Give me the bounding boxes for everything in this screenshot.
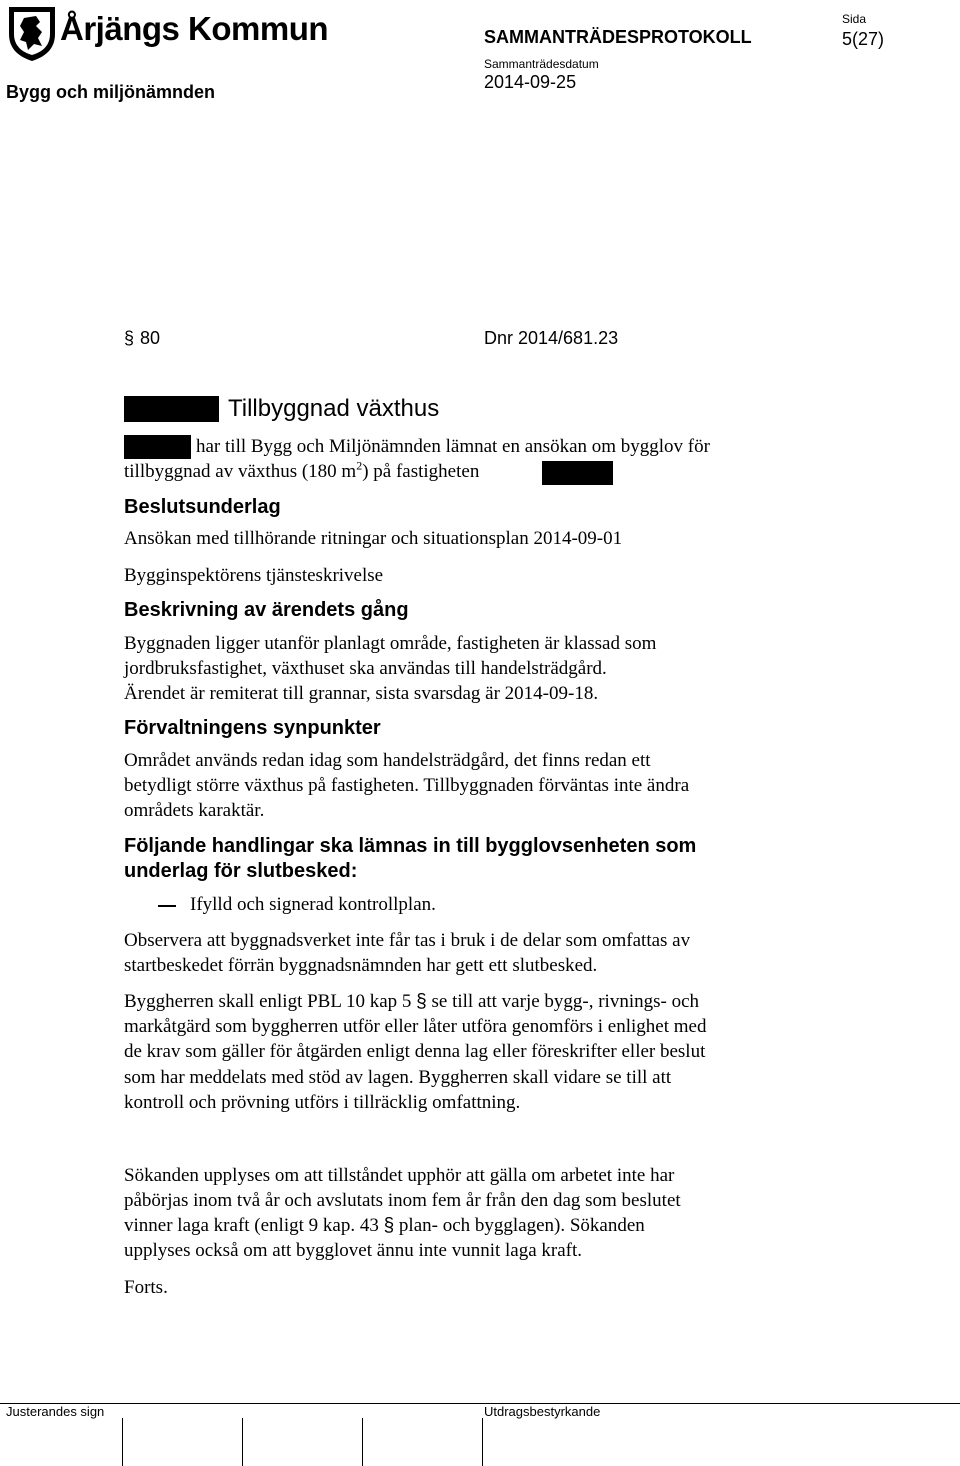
body-line: de krav som gäller för åtgärden enligt denna lag eller föreskrifter eller beslut xyxy=(124,1041,706,1062)
logo-wordmark: Årjängs Kommun xyxy=(60,10,329,47)
superscript: 2 xyxy=(356,458,363,473)
section-heading: Beskrivning av ärendets gång xyxy=(124,599,409,621)
body-line: som har meddelats med stöd av lagen. Byggherren skall vidare se till att xyxy=(124,1067,672,1088)
document-title: SAMMANTRÄDESPROTOKOLL xyxy=(484,27,752,47)
body-text: vinner laga kraft (enligt 9 kap. 43 xyxy=(124,1215,379,1236)
body-line: startbeskedet förrän byggnadsnämnden har gett ett slutbesked. xyxy=(124,955,598,976)
paragraph-sign: § xyxy=(124,328,135,348)
meeting-date-label: Sammanträdesdatum xyxy=(484,57,599,71)
utdragsbestyrkande-label: Utdragsbestyrkande xyxy=(484,1404,601,1419)
redaction-block xyxy=(542,461,613,485)
continued-note: Forts. xyxy=(124,1277,168,1298)
body-line: Ansökan med tillhörande ritningar och situationsplan 2014-09-01 xyxy=(124,528,623,549)
list-dash xyxy=(158,905,176,907)
paragraph-number: 80 xyxy=(140,328,161,348)
signature-box-divider xyxy=(122,1418,123,1466)
case-number: Dnr 2014/681.23 xyxy=(484,328,619,348)
body-line: Ärendet är remiterat till grannar, sista svarsdag är 2014-09-18. xyxy=(124,683,599,704)
page-label: Sida xyxy=(842,12,867,26)
signature-box-divider xyxy=(482,1418,483,1466)
footer-divider xyxy=(0,1403,960,1404)
body-line: Sökanden upplyses om att tillståndet upphör att gälla om arbetet inte har xyxy=(124,1165,675,1186)
intro-text: tillbyggnad av växthus (180 m xyxy=(124,461,357,482)
body-line: påbörjas inom två år och avslutats inom fem år från den dag som beslutet xyxy=(124,1190,681,1211)
body-line: kontroll och prövning utförs i tillräcklig omfattning. xyxy=(124,1092,521,1113)
case-title: Tillbyggnad växthus xyxy=(228,395,440,422)
body-line: Bygginspektörens tjänsteskrivelse xyxy=(124,565,384,586)
justerandes-sign-label: Justerandes sign xyxy=(6,1404,105,1419)
section-heading: Förvaltningens synpunkter xyxy=(124,717,381,739)
intro-line: har till Bygg och Miljönämnden lämnat en ansökan om bygglov för xyxy=(196,436,710,457)
signature-box-divider xyxy=(242,1418,243,1466)
body-text: Byggherren skall enligt PBL 10 kap 5 xyxy=(124,991,412,1012)
paragraph-sign: § xyxy=(416,991,427,1012)
page-number: 5(27) xyxy=(842,29,885,49)
section-heading: underlag för slutbesked: xyxy=(124,860,358,882)
redaction-block xyxy=(124,435,191,459)
body-line: markåtgärd som byggherren utför eller låter utföra genomförs i enlighet med xyxy=(124,1016,707,1037)
body-line: Byggnaden ligger utanför planlagt område, fastigheten är klassad som xyxy=(124,633,657,654)
section-heading: Beslutsunderlag xyxy=(124,496,281,518)
redaction-block xyxy=(124,396,219,422)
body-line: jordbruksfastighet, växthuset ska användas till handelsträdgård. xyxy=(124,658,607,679)
body-line xyxy=(124,1213,645,1238)
department-name: Bygg och miljönämnden xyxy=(6,82,216,102)
section-heading: Följande handlingar ska lämnas in till bygglovsenheten som xyxy=(124,835,697,857)
body-text: plan- och bygglagen). Sökanden xyxy=(398,1215,645,1236)
meeting-date: 2014-09-25 xyxy=(484,72,577,92)
body-line: Observera att byggnadsverket inte får tas i bruk i de delar som omfattas av xyxy=(124,930,691,951)
body-line: upplyses också om att bygglovet ännu inte vunnit laga kraft. xyxy=(124,1240,583,1261)
body-line: betydligt större växthus på fastigheten. Tillbyggnaden förväntas inte ändra xyxy=(124,775,690,796)
body-text: se till att varje bygg-, rivnings- och xyxy=(431,991,700,1012)
paragraph-sign: § xyxy=(383,1215,395,1236)
signature-box-divider xyxy=(362,1418,363,1466)
body-line xyxy=(124,989,699,1014)
intro-line xyxy=(124,459,479,484)
list-item: Ifylld och signerad kontrollplan. xyxy=(190,894,436,915)
intro-text: ) på fastigheten xyxy=(362,461,480,482)
body-line: Området används redan idag som handelsträdgård, det finns redan ett xyxy=(124,750,651,771)
body-line: områdets karaktär. xyxy=(124,800,265,821)
coat-of-arms-icon xyxy=(6,4,58,62)
